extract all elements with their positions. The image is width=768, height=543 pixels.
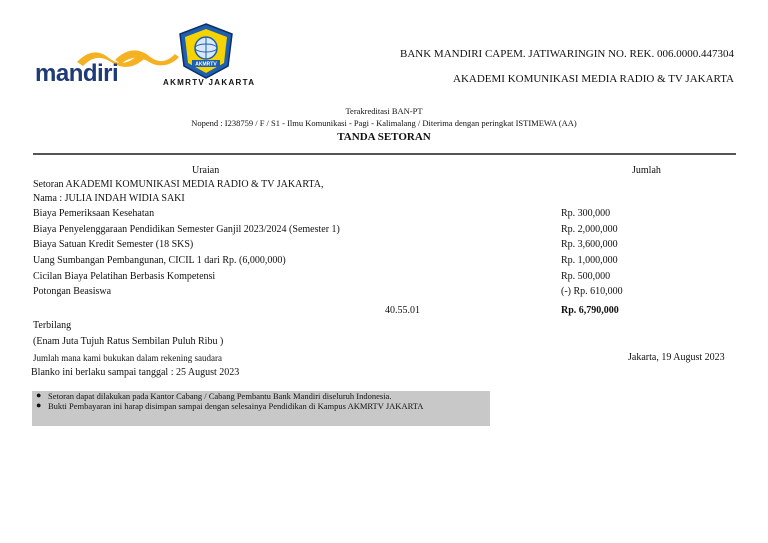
header-divider [33, 153, 736, 155]
note-text: Bukti Pembayaran ini harap disimpan sampai dengan selesainya Pendidikan di Kampus AKMRTV JAKARTA [48, 400, 424, 411]
table-row-label: Potongan Beasiswa [33, 286, 112, 297]
table-row-amount: Rp. 300,000 [561, 208, 611, 219]
table-row-amount: Rp. 2,000,000 [561, 224, 618, 235]
table-row-amount: Rp. 1,000,000 [561, 255, 618, 266]
mandiri-logo [35, 48, 163, 88]
akmrtv-caption: AKMRTV JAKARTA [163, 78, 256, 87]
table-row-amount: (-) Rp. 610,000 [561, 286, 623, 297]
terbilang-label: Terbilang [33, 320, 72, 331]
bank-account-line: BANK MANDIRI CAPEM. JATIWARINGIN NO. REK. 006.0000.447304 [400, 48, 734, 60]
table-row-label: Cicilan Biaya Pelatihan Berbasis Kompetensi [33, 271, 216, 282]
column-header-jumlah: Jumlah [632, 165, 661, 176]
table-row-label: Biaya Pemeriksaan Kesehatan [33, 208, 155, 219]
table-row-amount: Rp. 500,000 [561, 271, 611, 282]
notes-box [32, 391, 490, 426]
table-row-amount: Rp. 3,600,000 [561, 239, 618, 250]
total-amount: Rp. 6,790,000 [561, 305, 619, 316]
account-code: 40.55.01 [385, 305, 420, 316]
akmrtv-emblem [176, 22, 236, 80]
column-header-uraian: Uraian [192, 165, 220, 176]
booking-note: Jumlah mana kami bukukan dalam rekening saudara [33, 353, 222, 363]
akmrtv-shield-icon [176, 22, 236, 80]
bullet-icon: ● [36, 399, 42, 410]
table-row-label: Biaya Penyelenggaraan Pendidikan Semester Ganjil 2023/2024 (Semester 1) [33, 224, 340, 235]
table-row-label: Biaya Satuan Kredit Semester (18 SKS) [33, 239, 194, 250]
svg-text:AKMRTV: AKMRTV [195, 61, 217, 68]
bullet-icon: ● [36, 390, 42, 400]
academy-name-line: AKADEMI KOMUNIKASI MEDIA RADIO & TV JAKARTA [453, 73, 734, 85]
accreditation-text: Terakreditasi BAN-PT [345, 106, 423, 116]
nopend-text: Nopend : I238759 / F / S1 - Ilmu Komunikasi - Pagi - Kalimalang / Diterima dengan peringkat ISTIMEWA (AA) [191, 118, 577, 128]
terbilang-value: (Enam Juta Tujuh Ratus Sembilan Puluh Ribu ) [33, 336, 224, 347]
page-title: TANDA SETORAN [337, 131, 431, 143]
issue-date: Jakarta, 19 August 2023 [628, 352, 725, 363]
student-name: Nama : JULIA INDAH WIDIA SAKI [33, 193, 185, 204]
table-row-label: Uang Sumbangan Pembangunan, CICIL 1 dari Rp. (6,000,000) [33, 255, 286, 266]
deposit-intro: Setoran AKADEMI KOMUNIKASI MEDIA RADIO & TV JAKARTA, [33, 179, 324, 190]
validity-note: Blanko ini berlaku sampai tanggal : 25 August 2023 [31, 367, 240, 378]
list-item [36, 399, 468, 412]
note-text: Setoran dapat dilakukan pada Kantor Cabang / Cabang Pembantu Bank Mandiri diseluruh Indonesia. [48, 391, 392, 401]
mandiri-wordmark: mandiri [35, 60, 119, 87]
